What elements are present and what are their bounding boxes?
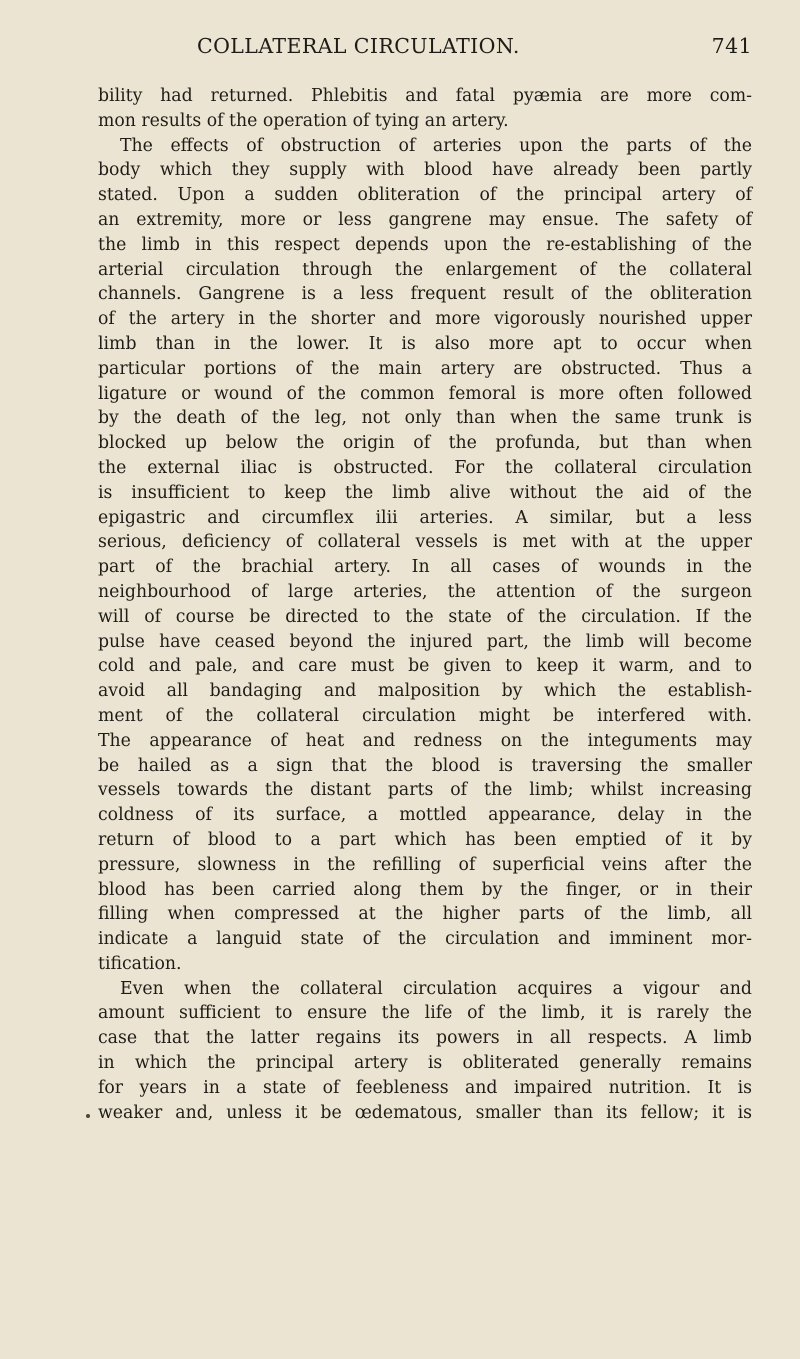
text-line: limb than in the lower. It is also more apt to occur when (98, 333, 752, 354)
text-line: bility had returned. Phlebitis and fatal pyæmia are more com- (98, 86, 752, 106)
text-line: arterial circulation through the enlargement of the collateral (98, 259, 752, 280)
text-line: weaker and, unless it be œdematous, smaller than its fellow; it is (98, 1102, 752, 1123)
text-line: part of the brachial artery. In all cases of wounds in the (98, 557, 752, 578)
text-line: blocked up below the origin of the profunda, but than when (98, 433, 752, 454)
text-line: channels. Gangrene is a less frequent result of the obliteration (98, 284, 752, 305)
text-line: coldness of its surface, a mottled appearance, delay in the (98, 805, 752, 826)
text-line: particular portions of the main artery are obstructed. Thus a (98, 358, 752, 379)
text-line: amount sufficient to ensure the life of the limb, it is rarely the (98, 1003, 752, 1024)
text-line: The effects of obstruction of arteries upon the parts of the (120, 135, 752, 156)
text-line: The appearance of heat and redness on the integuments may (98, 730, 752, 751)
text-line: ment of the collateral circulation might be interfered with. (98, 705, 752, 726)
text-line: epigastric and circumflex ilii arteries. A similar, but a less (98, 507, 752, 528)
text-line: will of course be directed to the state of the circulation. If the (98, 606, 752, 627)
page-number: 741 (711, 34, 752, 58)
text-line: in which the principal artery is obliterated generally remains (98, 1053, 752, 1074)
text-line: the limb in this respect depends upon the re-establishing of the (98, 234, 752, 255)
text-line: case that the latter regains its powers in all respects. A limb (98, 1028, 752, 1049)
running-title: COLLATERAL CIRCULATION. (197, 34, 520, 58)
running-head (98, 28, 752, 62)
margin-mark (86, 1114, 90, 1118)
text-line: vessels towards the distant parts of the limb; whilst increasing (98, 780, 752, 801)
text-line: pulse have ceased beyond the injured part, the limb will become (98, 631, 752, 652)
text-line: serious, deficiency of collateral vessels is met with at the upper (98, 532, 752, 553)
text-line: body which they supply with blood have already been partly (98, 160, 752, 181)
text-line: is insufficient to keep the limb alive without the aid of the (98, 482, 752, 503)
text-line: the external iliac is obstructed. For the collateral circulation (98, 457, 752, 478)
text-line: be hailed as a sign that the blood is traversing the smaller (98, 755, 752, 776)
text-line: tification. (98, 953, 182, 974)
text-line: of the artery in the shorter and more vigorously nourished upper (98, 309, 752, 330)
text-line: ligature or wound of the common femoral is more often followed (98, 383, 752, 404)
text-line: for years in a state of feebleness and impaired nutrition. It is (98, 1077, 752, 1098)
text-line: neighbourhood of large arteries, the attention of the surgeon (98, 581, 752, 602)
text-line: indicate a languid state of the circulation and imminent mor- (98, 929, 752, 950)
body-text (98, 84, 752, 1125)
text-line: pressure, slowness in the refilling of superficial veins after the (98, 854, 752, 875)
text-line: stated. Upon a sudden obliteration of the principal artery of (98, 185, 752, 206)
text-line: an extremity, more or less gangrene may ensue. The safety of (98, 209, 752, 230)
text-line: mon results of the operation of tying an artery. (98, 110, 509, 131)
text-line: filling when compressed at the higher parts of the limb, all (98, 904, 752, 925)
text-line: by the death of the leg, not only than when the same trunk is (98, 408, 752, 429)
text-line: avoid all bandaging and malposition by which the establish- (98, 681, 752, 702)
text-line: return of blood to a part which has been emptied of it by (98, 829, 752, 850)
text-line: cold and pale, and care must be given to keep it warm, and to (98, 656, 752, 677)
text-line: blood has been carried along them by the finger, or in their (98, 879, 752, 900)
text-line: Even when the collateral circulation acquires a vigour and (120, 978, 752, 999)
